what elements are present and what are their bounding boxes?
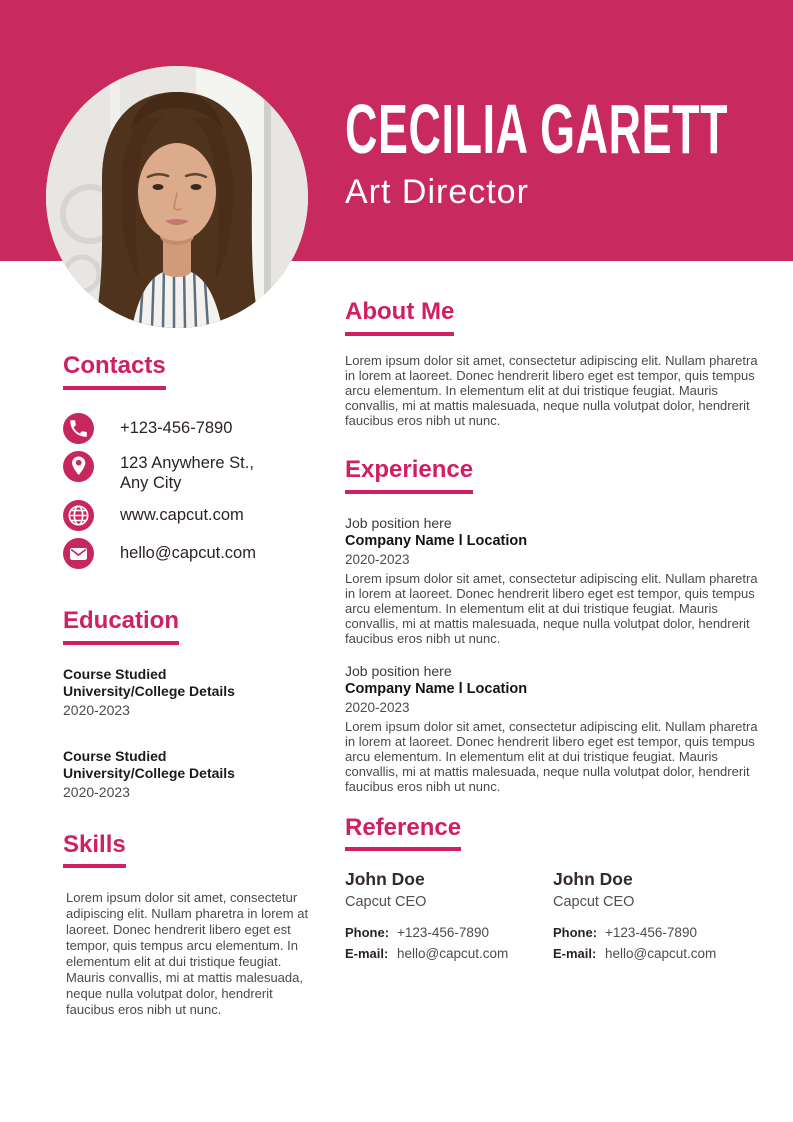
profile-photo [46, 66, 308, 328]
education-entry [63, 666, 315, 719]
reference-entry [553, 869, 761, 967]
phone-label: Phone: [345, 925, 390, 941]
reference-email-row [553, 946, 761, 961]
education-entry [63, 748, 315, 801]
education-years: 2020-2023 [63, 701, 130, 718]
location-icon [63, 451, 94, 482]
contact-row-address [63, 451, 315, 493]
right-column [345, 290, 769, 967]
reference-name: John Doe [553, 869, 633, 890]
contact-address-line2: Any City [120, 473, 182, 492]
reference-email-row [345, 946, 553, 961]
reference-entry [345, 869, 553, 967]
education-course: Course Studied [63, 747, 167, 764]
experience-company: Company Name l Location [345, 680, 528, 697]
phone-icon [63, 413, 94, 444]
left-column [63, 352, 315, 1018]
education-heading: Education [63, 607, 179, 645]
contact-address [120, 451, 254, 493]
contacts-section [63, 352, 315, 569]
experience-description: Lorem ipsum dolor sit amet, consectetur adipiscing elit. Nullam pharetra in lorem at laoreet. Donec hendrerit libero eget est tempor, quis tempus arcu elementum. In elementum elit at dui tristique feugiat. Mauris convallis, mi at mattis malesuada, neque nulla volutpat dolor, hendrerit faucibus eros nibh ut nunc. [345, 570, 758, 646]
experience-company: Company Name l Location [345, 532, 528, 549]
experience-heading: Experience [345, 456, 473, 494]
email-label: E-mail: [345, 946, 389, 962]
phone-label: Phone: [553, 925, 598, 941]
contact-website: www.capcut.com [120, 505, 244, 524]
reference-heading: Reference [345, 814, 461, 852]
reference-role: Capcut CEO [553, 894, 635, 911]
portrait-illustration [46, 66, 308, 328]
header-text-block [345, 90, 793, 212]
about-section [345, 298, 769, 428]
skills-heading: Skills [63, 831, 126, 869]
phone-value: +123-456-7890 [397, 925, 489, 941]
reference-role: Capcut CEO [345, 894, 427, 911]
skills-text: Lorem ipsum dolor sit amet, consectetur adipiscing elit. Nullam pharetra in lorem at laoreet. Donec hendrerit libero eget est tempor, quis tempus arcu elementum. In elementum elit at dui tristique feugiat. Mauris convallis, mi at mattis malesuada, neque nulla volutpat dolor, hendrerit faucibus eros nibh ut nunc. [66, 890, 309, 1018]
job-title: Art Director [345, 173, 529, 211]
reference-phone-row [345, 925, 553, 940]
education-school: University/College Details [63, 765, 235, 782]
about-text: Lorem ipsum dolor sit amet, consectetur adipiscing elit. Nullam pharetra in lorem at laoreet. Donec hendrerit libero eget est tempor, quis tempus arcu elementum. In elementum elit at dui tristique feugiat. Mauris convallis, mi at mattis malesuada, neque nulla volutpat dolor, hendrerit faucibus eros nibh ut nunc. [345, 352, 758, 428]
phone-value: +123-456-7890 [605, 925, 697, 941]
reference-section [345, 814, 769, 968]
email-label: E-mail: [553, 946, 597, 962]
reference-grid [345, 869, 769, 967]
contact-email: hello@capcut.com [120, 543, 256, 562]
email-value: hello@capcut.com [397, 946, 509, 962]
contact-rows [63, 413, 315, 569]
experience-entry [345, 514, 769, 646]
reference-details [553, 925, 761, 961]
person-name: CECILIA GARETT [345, 90, 729, 168]
education-school: University/College Details [63, 683, 235, 700]
education-section [63, 607, 315, 801]
experience-section [345, 456, 769, 794]
skills-section [63, 831, 315, 1019]
education-years: 2020-2023 [63, 783, 130, 800]
contact-phone: +123-456-7890 [120, 418, 233, 437]
experience-description: Lorem ipsum dolor sit amet, consectetur adipiscing elit. Nullam pharetra in lorem at laoreet. Donec hendrerit libero eget est tempor, quis tempus arcu elementum. In elementum elit at dui tristique feugiat. Mauris convallis, mi at mattis malesuada, neque nulla volutpat dolor, hendrerit faucibus eros nibh ut nunc. [345, 718, 758, 794]
experience-entry [345, 662, 769, 794]
email-icon [63, 538, 94, 569]
globe-icon [63, 500, 94, 531]
reference-phone-row [553, 925, 761, 940]
contacts-heading: Contacts [63, 352, 166, 390]
contact-row-email [63, 538, 315, 569]
experience-years: 2020-2023 [345, 551, 410, 567]
experience-position: Job position here [345, 662, 452, 679]
experience-position: Job position here [345, 514, 452, 531]
about-heading: About Me [345, 298, 454, 336]
reference-details [345, 925, 553, 961]
contact-row-website [63, 500, 315, 531]
contact-address-line1: 123 Anywhere St., [120, 453, 254, 472]
reference-name: John Doe [345, 869, 425, 890]
experience-years: 2020-2023 [345, 699, 410, 715]
email-value: hello@capcut.com [605, 946, 717, 962]
education-course: Course Studied [63, 665, 167, 682]
contact-row-phone [63, 413, 315, 444]
